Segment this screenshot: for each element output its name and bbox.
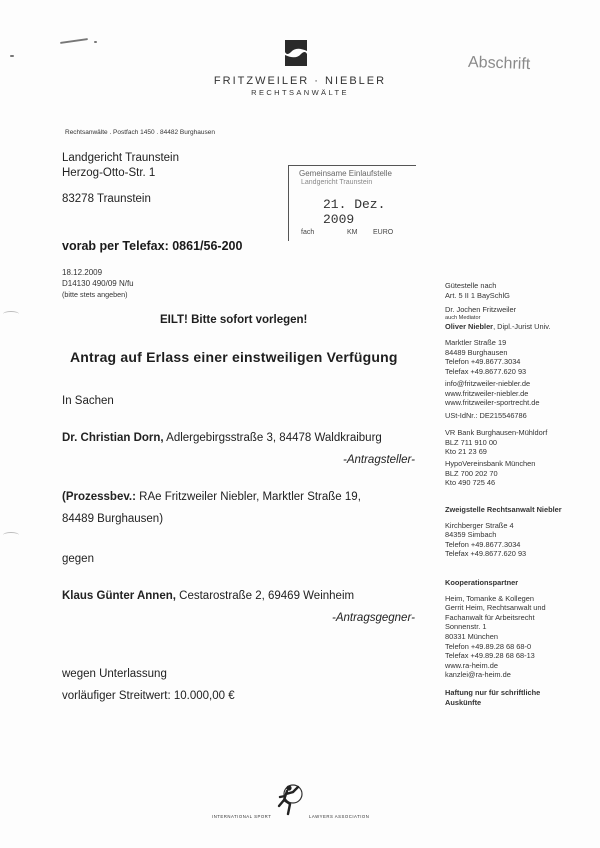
- respondent-line: [62, 590, 354, 602]
- firm-logo-icon: [283, 38, 309, 68]
- sidebar-address: [445, 338, 595, 376]
- reference-number: D14130 490/09 N/fu: [62, 279, 134, 288]
- wegen-line: wegen Unterlassung: [62, 668, 167, 680]
- side-text: Kto 21 23 69: [445, 447, 487, 457]
- scan-speck: [60, 38, 88, 44]
- side-text: Telefon +49.8677.3034: [445, 357, 521, 367]
- web-link-2: www.fritzweiler-sportrecht.de: [445, 398, 540, 408]
- firm-name: FRITZWEILER · NIEBLER: [213, 75, 387, 87]
- receipt-stamp: [288, 165, 416, 241]
- recipient-line-3: 83278 Traunstein: [62, 193, 151, 205]
- side-text: Telefax +49.8677.620 93: [445, 366, 527, 376]
- side-text: Telefon +49.8677.3034: [445, 539, 521, 549]
- stamp-fach: fach: [301, 229, 315, 236]
- applicant-name: Dr. Christian Dorn,: [62, 432, 164, 444]
- fax-line: vorab per Telefax: 0861/56-200: [62, 239, 243, 253]
- reference-note: (bitte stets angeben): [62, 290, 128, 299]
- side-text: BLZ 711 910 00: [445, 437, 498, 447]
- side-text: VR Bank Burghausen-Mühldorf: [445, 428, 548, 437]
- branch-title: Zweigstelle Rechtsanwalt Niebler: [445, 505, 562, 514]
- sidebar-web: [445, 379, 595, 408]
- partner-1: Dr. Jochen Fritzweiler: [445, 305, 517, 314]
- applicant-line: [62, 432, 382, 444]
- counsel-text: RAe Fritzweiler Niebler, Marktler Straße 19,: [135, 491, 361, 503]
- web-link-1: www.fritzweiler-niebler.de: [445, 388, 529, 398]
- sidebar-liability: [445, 688, 595, 707]
- streitwert-line: vorläufiger Streitwert: 10.000,00 €: [62, 690, 235, 702]
- partner-2: Oliver Niebler: [445, 321, 494, 331]
- side-text: 84489 Burghausen: [445, 347, 508, 357]
- gegen: gegen: [62, 553, 94, 565]
- recipient-line-1: Landgericht Traunstein: [62, 152, 179, 164]
- side-text: Haftung nur für schriftliche: [445, 688, 541, 697]
- counsel-line-2: 84489 Burghausen): [62, 513, 164, 525]
- side-text: Auskünfte: [445, 697, 482, 707]
- punch-hole-mark: [3, 532, 19, 538]
- stamp-court: Landgericht Traunstein: [301, 179, 373, 186]
- sender-line: Rechtsanwälte . Postfach 1450 . 84482 Burghausen: [65, 129, 215, 136]
- side-text: www.ra-heim.de: [445, 660, 498, 670]
- sidebar-partners: [445, 305, 595, 331]
- stamp-date: 21. Dez. 2009: [323, 197, 386, 227]
- side-text: 84359 Simbach: [445, 530, 497, 540]
- footer-association-right: LAWYERS ASSOCIATION: [309, 814, 370, 819]
- partner-2-line: [445, 322, 595, 332]
- stamp-km: KM: [347, 229, 358, 236]
- partner-1-note: auch Mediator: [445, 314, 481, 321]
- letter-date: 18.12.2009: [62, 268, 103, 277]
- side-text: 80331 München: [445, 631, 499, 641]
- side-text: Telefax +49.89.28 68 68-13: [445, 651, 535, 661]
- counsel-line: [62, 491, 361, 503]
- copy-stamp: Abschrift: [467, 53, 531, 74]
- side-text: Gerrit Heim, Rechtsanwalt und: [445, 603, 546, 613]
- counsel-label: (Prozessbev.:: [62, 491, 136, 503]
- respondent-role: -Antragsgegner-: [332, 612, 415, 624]
- partner-2-title: , Dipl.-Jurist Univ.: [493, 321, 551, 331]
- side-text: Sonnenstr. 1: [445, 622, 487, 632]
- email-link: info@fritzweiler-niebler.de: [445, 379, 531, 388]
- respondent-address: Cestarostraße 2, 69469 Weinheim: [175, 590, 355, 602]
- side-text: Fachanwalt für Arbeitsrecht: [445, 612, 535, 622]
- recipient-line-2: Herzog-Otto-Str. 1: [62, 167, 156, 179]
- side-text: Telefax +49.8677.620 93: [445, 549, 527, 559]
- sidebar-guetestelle: [445, 281, 595, 300]
- side-text: Art. 5 II 1 BaySchlG: [445, 290, 510, 300]
- side-text: Telefon +49.89.28 68 68-0: [445, 641, 532, 651]
- footer-association-left: INTERNATIONAL SPORT: [212, 814, 272, 819]
- sidebar-branch: [445, 505, 595, 559]
- side-text: Kto 490 725 46: [445, 478, 496, 488]
- sport-lawyers-logo-icon: [276, 782, 308, 816]
- sidebar-bank-1: [445, 428, 595, 457]
- stamp-office: Gemeinsame Einlaufstelle: [299, 169, 392, 178]
- urgent-notice: EILT! Bitte sofort vorlegen!: [160, 314, 308, 326]
- in-sachen: In Sachen: [62, 395, 114, 407]
- side-text: Gütestelle nach: [445, 281, 497, 290]
- side-text: Kirchberger Straße 4: [445, 520, 514, 530]
- document-title: Antrag auf Erlass einer einstweiligen Verfügung: [70, 349, 398, 365]
- side-text: Marktler Straße 19: [445, 338, 507, 347]
- firm-subtitle: RECHTSANWÄLTE: [251, 88, 349, 97]
- scan-speck: [10, 55, 14, 57]
- sidebar-ust: USt-IdNr.: DE215546786: [445, 411, 527, 420]
- sidebar-bank-2: [445, 459, 595, 488]
- scan-speck: [94, 41, 97, 43]
- side-text: kanzlei@ra-heim.de: [445, 670, 511, 680]
- applicant-role: -Antragsteller-: [343, 454, 416, 466]
- cooperation-title: Kooperationspartner: [445, 578, 519, 587]
- stamp-euro: EURO: [373, 229, 394, 236]
- side-text: Heim, Tomanke & Kollegen: [445, 593, 535, 603]
- sidebar-cooperation: [445, 578, 595, 680]
- respondent-name: Klaus Günter Annen,: [62, 590, 176, 602]
- side-text: HypoVereinsbank München: [445, 459, 536, 468]
- punch-hole-mark: [3, 311, 19, 317]
- side-text: BLZ 700 202 70: [445, 468, 498, 478]
- applicant-address: Adlergebirgsstraße 3, 84478 Waldkraiburg: [163, 432, 382, 444]
